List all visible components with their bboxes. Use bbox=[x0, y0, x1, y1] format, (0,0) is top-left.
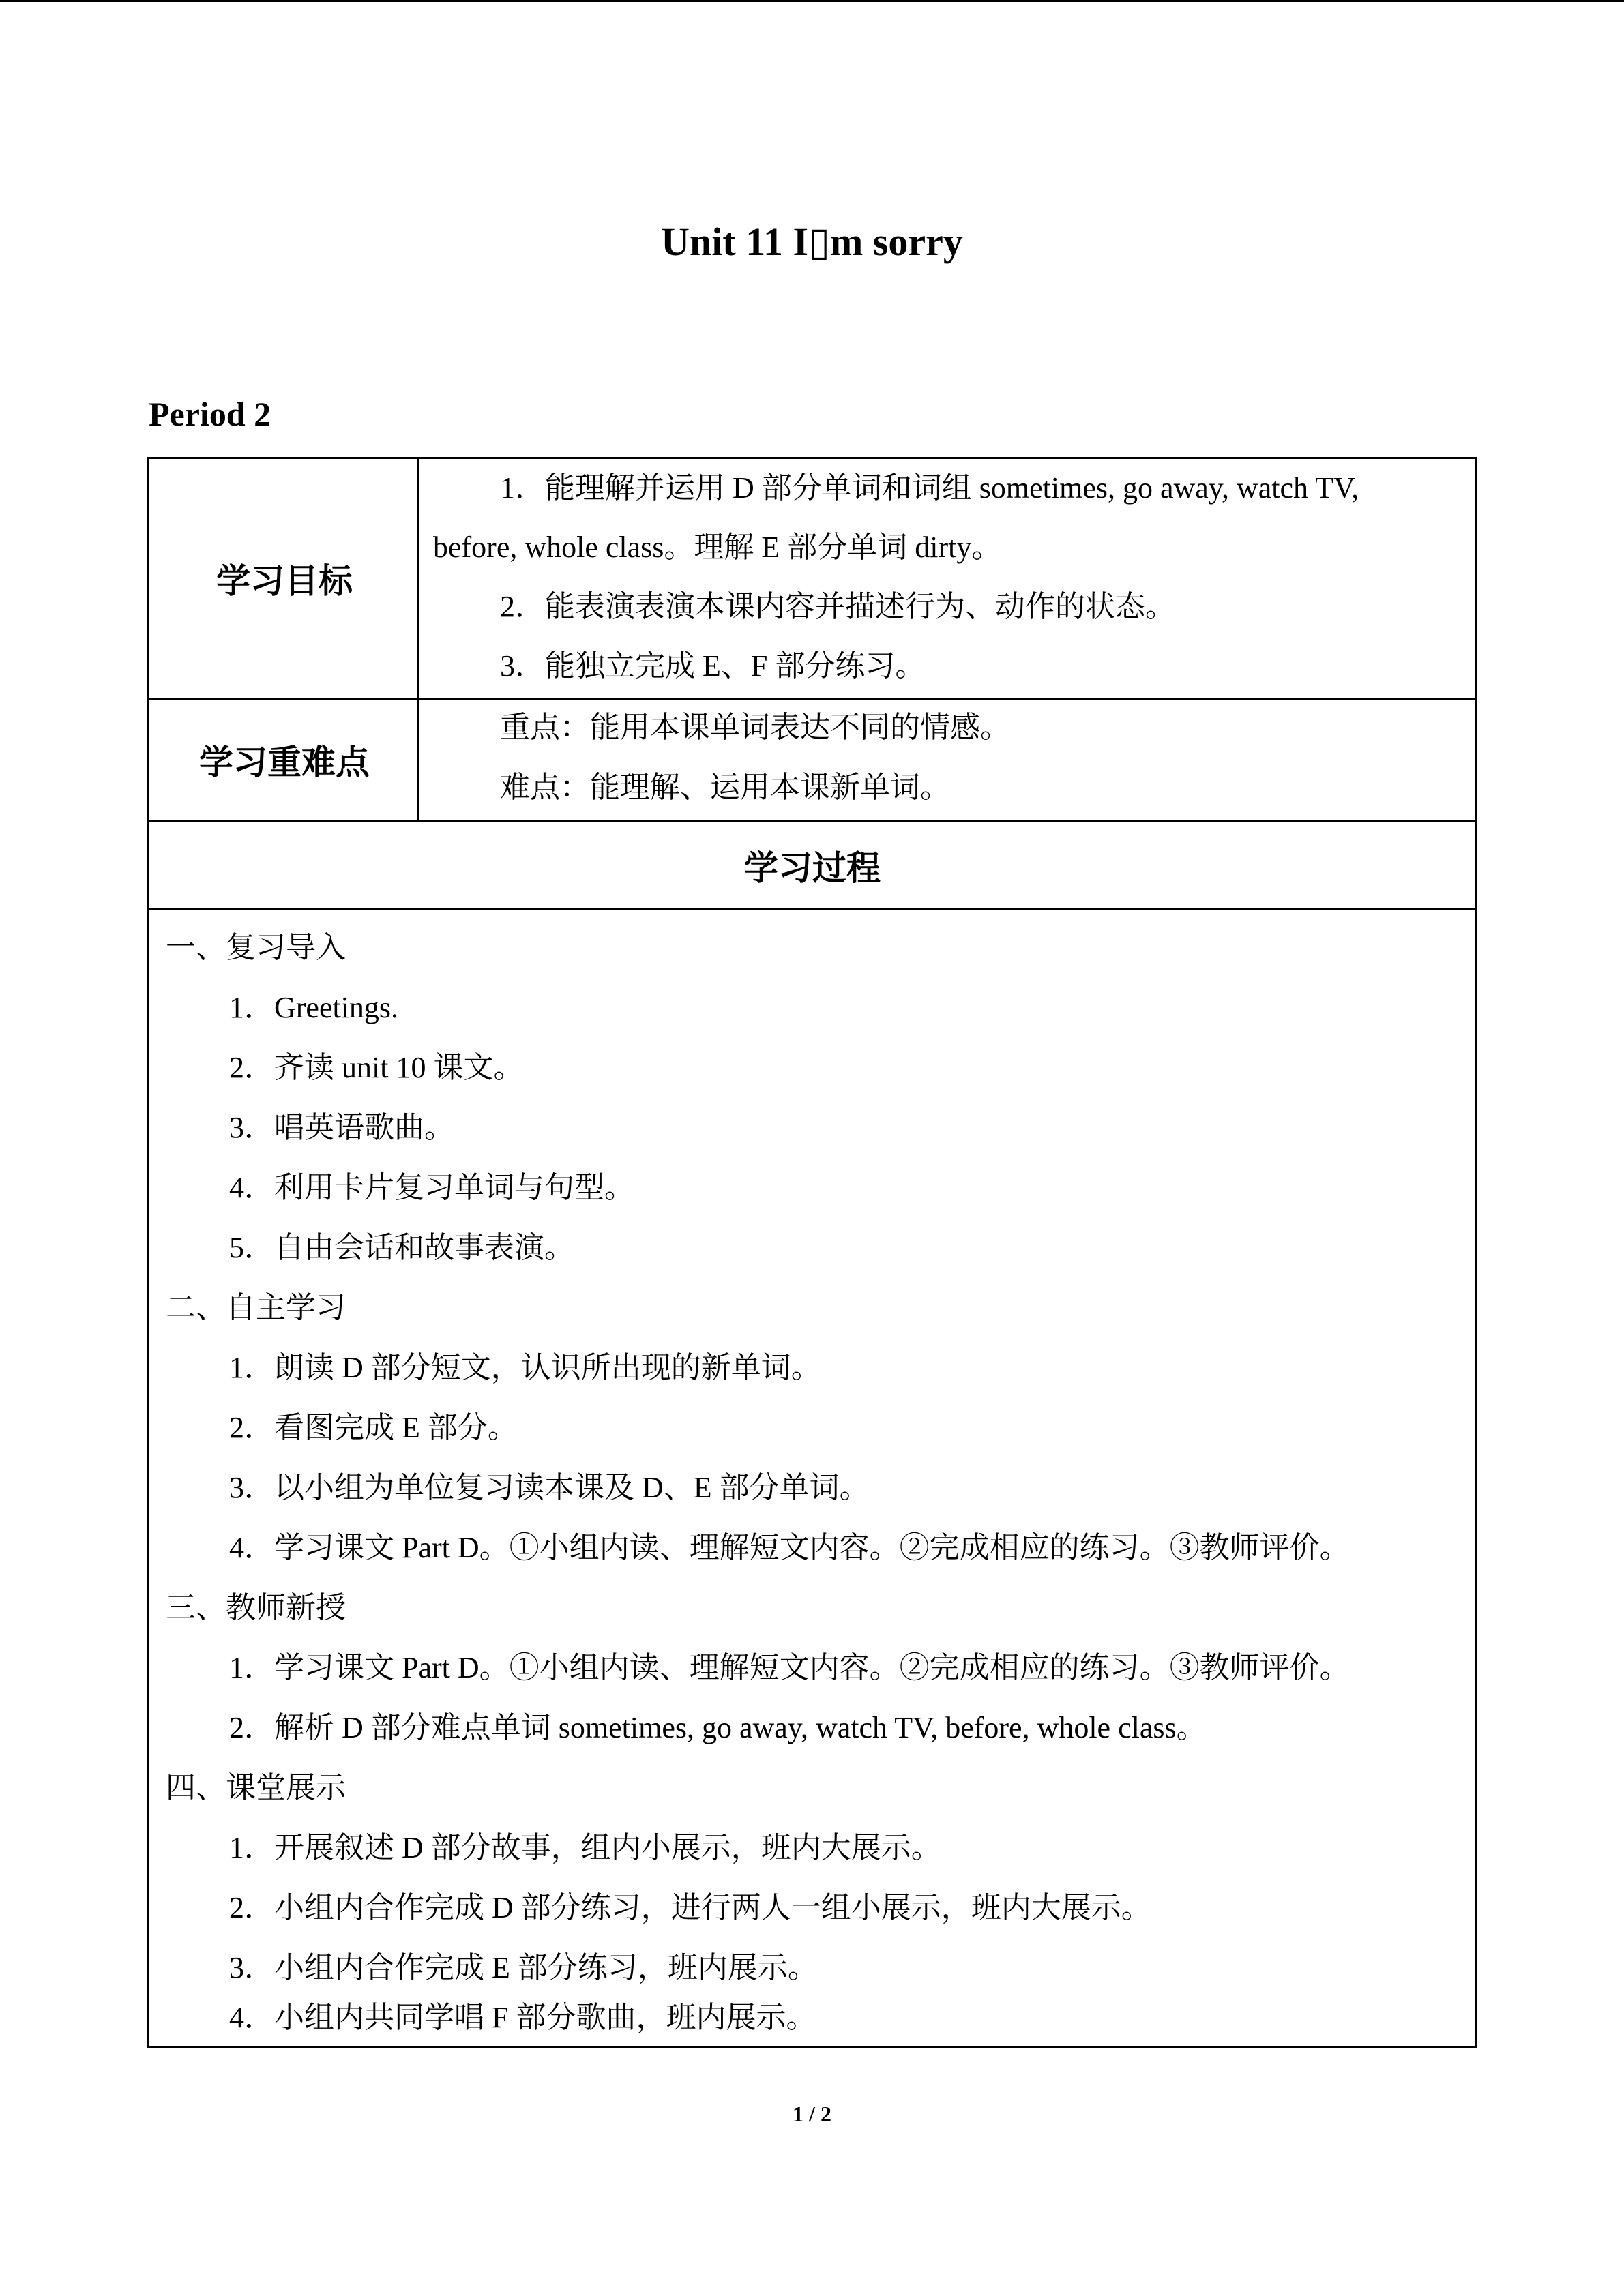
process-section-heading: 一、复习导入 bbox=[166, 931, 346, 964]
process-item: 2．小组内合作完成 D 部分练习，进行两人一组小展示，班内大展示。 bbox=[229, 1891, 1151, 1924]
process-item: 1．开展叙述 D 部分故事，组内小展示，班内大展示。 bbox=[229, 1831, 941, 1864]
key-point-line: 难点：能理解、运用本课新单词。 bbox=[500, 771, 950, 804]
objectives-line: 2．能表演表演本课内容并描述行为、动作的状态。 bbox=[500, 590, 1175, 623]
process-item: 3．唱英语歌曲。 bbox=[229, 1111, 454, 1144]
objectives-label: 学习目标 bbox=[216, 561, 353, 601]
objectives-line: before, whole class。理解 E 部分单词 dirty。 bbox=[433, 531, 1002, 564]
lesson-plan-table bbox=[147, 457, 1477, 2048]
key-points-label: 学习重难点 bbox=[199, 743, 370, 782]
process-item: 1．朗读 D 部分短文，认识所出现的新单词。 bbox=[229, 1351, 821, 1384]
document-title: Unit 11 I▯m sorry bbox=[661, 220, 963, 264]
process-section-heading: 三、教师新授 bbox=[166, 1591, 346, 1624]
process-section-heading: 二、自主学习 bbox=[166, 1291, 346, 1324]
process-item: 1．Greetings. bbox=[229, 991, 399, 1024]
process-item: 3．小组内合作完成 E 部分练习，班内展示。 bbox=[229, 1951, 818, 1984]
process-item: 1．学习课文 Part D。①小组内读、理解短文内容。②完成相应的练习。③教师评价。 bbox=[229, 1651, 1350, 1684]
page-number: 1 / 2 bbox=[793, 2102, 831, 2126]
process-item: 2．齐读 unit 10 课文。 bbox=[229, 1051, 524, 1084]
process-heading: 学习过程 bbox=[744, 848, 881, 888]
process-item: 2．看图完成 E 部分。 bbox=[229, 1411, 518, 1444]
top-border-rule bbox=[0, 0, 1624, 2]
process-item: 2．解析 D 部分难点单词 sometimes, go away, watch TV, before, whole class。 bbox=[229, 1711, 1207, 1744]
process-item: 4．利用卡片复习单词与句型。 bbox=[229, 1171, 634, 1204]
process-item: 4．小组内共同学唱 F 部分歌曲，班内展示。 bbox=[229, 2001, 816, 2034]
period-label: Period 2 bbox=[149, 395, 271, 433]
objectives-line: 1．能理解并运用 D 部分单词和词组 sometimes, go away, watch TV, bbox=[500, 471, 1359, 505]
process-item: 3．以小组为单位复习读本课及 D、E 部分单词。 bbox=[229, 1471, 870, 1504]
process-section-heading: 四、课堂展示 bbox=[166, 1771, 346, 1804]
process-item: 4．学习课文 Part D。①小组内读、理解短文内容。②完成相应的练习。③教师评价。 bbox=[229, 1531, 1350, 1564]
process-item: 5．自由会话和故事表演。 bbox=[229, 1231, 574, 1264]
key-point-line: 重点：能用本课单词表达不同的情感。 bbox=[500, 711, 1010, 744]
objectives-line: 3．能独立完成 E、F 部分练习。 bbox=[500, 649, 926, 683]
